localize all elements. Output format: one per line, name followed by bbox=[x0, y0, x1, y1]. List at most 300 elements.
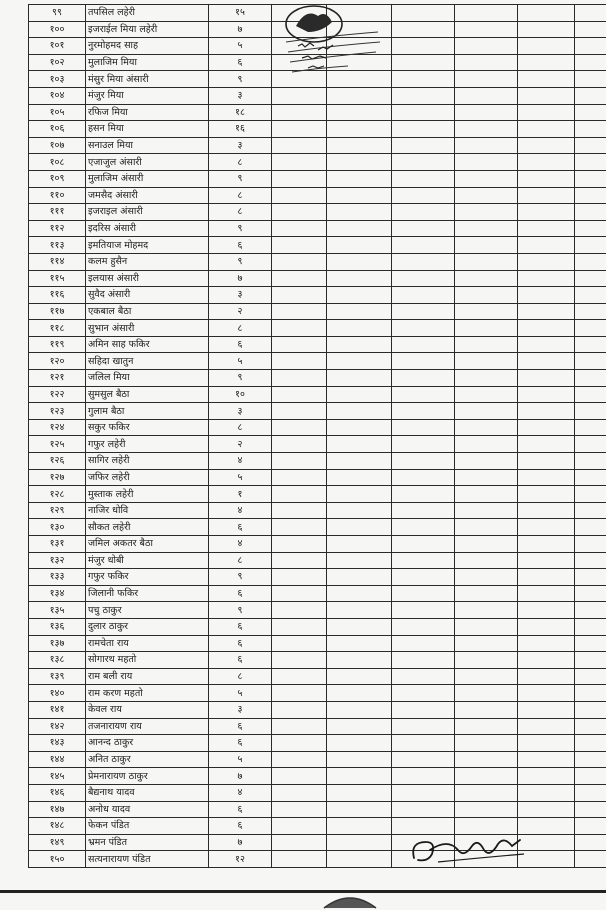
empty-cell bbox=[455, 718, 518, 735]
empty-cell bbox=[392, 237, 455, 254]
empty-cell bbox=[327, 652, 392, 669]
count-cell: १५ bbox=[209, 5, 272, 22]
empty-cell bbox=[272, 569, 327, 586]
count-cell: ५ bbox=[209, 751, 272, 768]
empty-cell bbox=[392, 403, 455, 420]
table-row bbox=[29, 237, 606, 254]
empty-cell bbox=[518, 320, 575, 337]
serial-number-cell: १५० bbox=[29, 851, 86, 868]
count-cell: ४ bbox=[209, 453, 272, 470]
empty-cell bbox=[455, 137, 518, 154]
empty-cell bbox=[575, 287, 606, 304]
count-cell: ९ bbox=[209, 170, 272, 187]
empty-cell bbox=[575, 121, 606, 138]
name-cell: नुरमोहमद साह bbox=[86, 38, 209, 55]
empty-cell bbox=[272, 453, 327, 470]
serial-number-cell: ११५ bbox=[29, 270, 86, 287]
empty-cell bbox=[392, 320, 455, 337]
empty-cell bbox=[327, 585, 392, 602]
empty-cell bbox=[518, 87, 575, 104]
empty-cell bbox=[455, 54, 518, 71]
empty-cell bbox=[392, 519, 455, 536]
empty-cell bbox=[518, 154, 575, 171]
empty-cell bbox=[272, 502, 327, 519]
empty-cell bbox=[455, 784, 518, 801]
empty-cell bbox=[392, 618, 455, 635]
empty-cell bbox=[575, 652, 606, 669]
serial-number-cell: १३५ bbox=[29, 602, 86, 619]
serial-number-cell: ११० bbox=[29, 187, 86, 204]
name-cell: नाजिर धोवि bbox=[86, 502, 209, 519]
empty-cell bbox=[575, 21, 606, 38]
empty-cell bbox=[455, 336, 518, 353]
empty-cell bbox=[575, 751, 606, 768]
empty-cell bbox=[455, 287, 518, 304]
table-row bbox=[29, 735, 606, 752]
empty-cell bbox=[272, 353, 327, 370]
serial-number-cell: ११३ bbox=[29, 237, 86, 254]
count-cell: ८ bbox=[209, 320, 272, 337]
empty-cell bbox=[392, 71, 455, 88]
count-cell: १० bbox=[209, 386, 272, 403]
name-cell: एजाजुल अंसारी bbox=[86, 154, 209, 171]
empty-cell bbox=[455, 270, 518, 287]
empty-cell bbox=[272, 751, 327, 768]
name-cell: एकबाल बैठा bbox=[86, 303, 209, 320]
empty-cell bbox=[575, 536, 606, 553]
table-row bbox=[29, 386, 606, 403]
empty-cell bbox=[518, 718, 575, 735]
serial-number-cell: १०५ bbox=[29, 104, 86, 121]
empty-cell bbox=[455, 353, 518, 370]
empty-cell bbox=[327, 204, 392, 221]
empty-cell bbox=[518, 735, 575, 752]
empty-cell bbox=[272, 220, 327, 237]
empty-cell bbox=[518, 751, 575, 768]
serial-number-cell: १०८ bbox=[29, 154, 86, 171]
empty-cell bbox=[455, 386, 518, 403]
serial-number-cell: १०० bbox=[29, 21, 86, 38]
empty-cell bbox=[455, 370, 518, 387]
empty-cell bbox=[272, 602, 327, 619]
name-cell: सनाउल मिया bbox=[86, 137, 209, 154]
empty-cell bbox=[327, 121, 392, 138]
empty-cell bbox=[575, 187, 606, 204]
empty-cell bbox=[518, 668, 575, 685]
empty-cell bbox=[327, 453, 392, 470]
empty-cell bbox=[455, 104, 518, 121]
table-row bbox=[29, 768, 606, 785]
count-cell: ४ bbox=[209, 784, 272, 801]
count-cell: ९ bbox=[209, 71, 272, 88]
empty-cell bbox=[327, 552, 392, 569]
table-row bbox=[29, 419, 606, 436]
empty-cell bbox=[575, 469, 606, 486]
empty-cell bbox=[455, 71, 518, 88]
serial-number-cell: १०२ bbox=[29, 54, 86, 71]
empty-cell bbox=[518, 270, 575, 287]
empty-cell bbox=[575, 851, 606, 868]
table-row bbox=[29, 353, 606, 370]
count-cell: ७ bbox=[209, 21, 272, 38]
empty-cell bbox=[518, 220, 575, 237]
empty-cell bbox=[272, 552, 327, 569]
empty-cell bbox=[518, 121, 575, 138]
empty-cell bbox=[272, 104, 327, 121]
empty-cell bbox=[272, 519, 327, 536]
serial-number-cell: १२३ bbox=[29, 403, 86, 420]
empty-cell bbox=[392, 652, 455, 669]
empty-cell bbox=[455, 453, 518, 470]
serial-number-cell: १३९ bbox=[29, 668, 86, 685]
empty-cell bbox=[392, 121, 455, 138]
count-cell: ६ bbox=[209, 618, 272, 635]
count-cell: १ bbox=[209, 486, 272, 503]
table-row bbox=[29, 370, 606, 387]
name-cell: कलम हुसैन bbox=[86, 253, 209, 270]
empty-cell bbox=[392, 336, 455, 353]
empty-cell bbox=[455, 685, 518, 702]
table-row bbox=[29, 436, 606, 453]
serial-number-cell: १२८ bbox=[29, 486, 86, 503]
empty-cell bbox=[392, 187, 455, 204]
empty-cell bbox=[392, 270, 455, 287]
empty-cell bbox=[392, 204, 455, 221]
empty-cell bbox=[272, 469, 327, 486]
count-cell: ७ bbox=[209, 270, 272, 287]
empty-cell bbox=[272, 336, 327, 353]
table-row bbox=[29, 154, 606, 171]
serial-number-cell: १३८ bbox=[29, 652, 86, 669]
empty-cell bbox=[272, 585, 327, 602]
table-row bbox=[29, 486, 606, 503]
count-cell: ६ bbox=[209, 652, 272, 669]
name-cell: सुमसुल बैठा bbox=[86, 386, 209, 403]
empty-cell bbox=[327, 287, 392, 304]
serial-number-cell: १२९ bbox=[29, 502, 86, 519]
count-cell: ६ bbox=[209, 54, 272, 71]
count-cell: ८ bbox=[209, 204, 272, 221]
empty-cell bbox=[518, 685, 575, 702]
empty-cell bbox=[575, 419, 606, 436]
empty-cell bbox=[575, 668, 606, 685]
empty-cell bbox=[455, 87, 518, 104]
empty-cell bbox=[392, 137, 455, 154]
count-cell: २ bbox=[209, 303, 272, 320]
count-cell: ८ bbox=[209, 668, 272, 685]
empty-cell bbox=[327, 751, 392, 768]
empty-cell bbox=[455, 38, 518, 55]
empty-cell bbox=[575, 204, 606, 221]
empty-cell bbox=[272, 287, 327, 304]
empty-cell bbox=[518, 303, 575, 320]
empty-cell bbox=[392, 38, 455, 55]
empty-cell bbox=[392, 668, 455, 685]
empty-cell bbox=[327, 237, 392, 254]
empty-cell bbox=[455, 419, 518, 436]
empty-cell bbox=[327, 851, 392, 868]
empty-cell bbox=[327, 353, 392, 370]
serial-number-cell: १४२ bbox=[29, 718, 86, 735]
table-row bbox=[29, 253, 606, 270]
empty-cell bbox=[518, 353, 575, 370]
empty-cell bbox=[518, 5, 575, 22]
name-cell: दुलार ठाकुर bbox=[86, 618, 209, 635]
empty-cell bbox=[272, 851, 327, 868]
empty-cell bbox=[518, 170, 575, 187]
table-row bbox=[29, 187, 606, 204]
empty-cell bbox=[392, 253, 455, 270]
serial-number-cell: १३६ bbox=[29, 618, 86, 635]
serial-number-cell: १०४ bbox=[29, 87, 86, 104]
table-row bbox=[29, 519, 606, 536]
serial-number-cell: १२० bbox=[29, 353, 86, 370]
count-cell: ३ bbox=[209, 403, 272, 420]
serial-number-cell: ११९ bbox=[29, 336, 86, 353]
empty-cell bbox=[518, 403, 575, 420]
table-row bbox=[29, 552, 606, 569]
empty-cell bbox=[327, 701, 392, 718]
empty-cell bbox=[327, 735, 392, 752]
empty-cell bbox=[575, 137, 606, 154]
empty-cell bbox=[575, 303, 606, 320]
serial-number-cell: ११४ bbox=[29, 253, 86, 270]
empty-cell bbox=[575, 270, 606, 287]
empty-cell bbox=[272, 204, 327, 221]
empty-cell bbox=[455, 768, 518, 785]
empty-cell bbox=[575, 784, 606, 801]
serial-number-cell: १४५ bbox=[29, 768, 86, 785]
empty-cell bbox=[518, 38, 575, 55]
empty-cell bbox=[455, 469, 518, 486]
count-cell: १६ bbox=[209, 121, 272, 138]
empty-cell bbox=[518, 602, 575, 619]
empty-cell bbox=[518, 21, 575, 38]
empty-cell bbox=[518, 801, 575, 818]
name-cell: सौकत लहेरी bbox=[86, 519, 209, 536]
empty-cell bbox=[327, 386, 392, 403]
count-cell: ७ bbox=[209, 768, 272, 785]
empty-cell bbox=[455, 635, 518, 652]
table-row bbox=[29, 685, 606, 702]
serial-number-cell: १४० bbox=[29, 685, 86, 702]
table-row bbox=[29, 668, 606, 685]
empty-cell bbox=[518, 419, 575, 436]
empty-cell bbox=[272, 187, 327, 204]
count-cell: ५ bbox=[209, 469, 272, 486]
table-row bbox=[29, 801, 606, 818]
empty-cell bbox=[575, 768, 606, 785]
empty-cell bbox=[392, 353, 455, 370]
table-row bbox=[29, 569, 606, 586]
name-cell: मंसुर मिया अंसारी bbox=[86, 71, 209, 88]
empty-cell bbox=[518, 618, 575, 635]
serial-number-cell: १३१ bbox=[29, 536, 86, 553]
empty-cell bbox=[392, 54, 455, 71]
empty-cell bbox=[392, 5, 455, 22]
empty-cell bbox=[272, 253, 327, 270]
name-cell: रामचेता राय bbox=[86, 635, 209, 652]
serial-number-cell: १४६ bbox=[29, 784, 86, 801]
empty-cell bbox=[392, 536, 455, 553]
empty-cell bbox=[272, 635, 327, 652]
name-cell: जिलानी फकिर bbox=[86, 585, 209, 602]
empty-cell bbox=[392, 287, 455, 304]
count-cell: ८ bbox=[209, 419, 272, 436]
empty-cell bbox=[327, 436, 392, 453]
empty-cell bbox=[392, 569, 455, 586]
empty-cell bbox=[327, 801, 392, 818]
empty-cell bbox=[327, 270, 392, 287]
empty-cell bbox=[455, 751, 518, 768]
empty-cell bbox=[575, 386, 606, 403]
name-cell: जमिल अकतर बैठा bbox=[86, 536, 209, 553]
serial-number-cell: १०१ bbox=[29, 38, 86, 55]
empty-cell bbox=[575, 237, 606, 254]
name-cell: राम बली राय bbox=[86, 668, 209, 685]
empty-cell bbox=[327, 336, 392, 353]
empty-cell bbox=[575, 403, 606, 420]
serial-number-cell: ११८ bbox=[29, 320, 86, 337]
empty-cell bbox=[575, 370, 606, 387]
empty-cell bbox=[272, 237, 327, 254]
empty-cell bbox=[575, 38, 606, 55]
empty-cell bbox=[392, 104, 455, 121]
name-cell: आनन्द ठाकुर bbox=[86, 735, 209, 752]
empty-cell bbox=[392, 701, 455, 718]
empty-cell bbox=[575, 685, 606, 702]
empty-cell bbox=[518, 784, 575, 801]
empty-cell bbox=[575, 801, 606, 818]
name-cell: जफिर लहेरी bbox=[86, 469, 209, 486]
serial-number-cell: १४९ bbox=[29, 834, 86, 851]
empty-cell bbox=[392, 21, 455, 38]
empty-cell bbox=[575, 170, 606, 187]
empty-cell bbox=[272, 270, 327, 287]
empty-cell bbox=[455, 552, 518, 569]
empty-cell bbox=[575, 834, 606, 851]
empty-cell bbox=[455, 735, 518, 752]
name-cell: मुलाजिम अंसारी bbox=[86, 170, 209, 187]
table-row bbox=[29, 701, 606, 718]
table-row bbox=[29, 204, 606, 221]
table-row bbox=[29, 652, 606, 669]
name-cell: पचु ठाकुर bbox=[86, 602, 209, 619]
empty-cell bbox=[392, 486, 455, 503]
empty-cell bbox=[575, 453, 606, 470]
table-row bbox=[29, 220, 606, 237]
empty-cell bbox=[272, 536, 327, 553]
empty-cell bbox=[392, 386, 455, 403]
empty-cell bbox=[392, 768, 455, 785]
empty-cell bbox=[327, 818, 392, 835]
serial-number-cell: १४३ bbox=[29, 735, 86, 752]
empty-cell bbox=[272, 618, 327, 635]
empty-cell bbox=[518, 552, 575, 569]
empty-cell bbox=[455, 403, 518, 420]
serial-number-cell: १३७ bbox=[29, 635, 86, 652]
name-cell: मंजुर मिया bbox=[86, 87, 209, 104]
name-cell: सुवैद अंसारी bbox=[86, 287, 209, 304]
empty-cell bbox=[455, 187, 518, 204]
empty-cell bbox=[518, 204, 575, 221]
count-cell: ३ bbox=[209, 701, 272, 718]
name-cell: मुस्ताक लहेरी bbox=[86, 486, 209, 503]
count-cell: ६ bbox=[209, 718, 272, 735]
empty-cell bbox=[327, 834, 392, 851]
table-row bbox=[29, 287, 606, 304]
empty-cell bbox=[455, 121, 518, 138]
empty-cell bbox=[518, 536, 575, 553]
empty-cell bbox=[327, 486, 392, 503]
serial-number-cell: १२५ bbox=[29, 436, 86, 453]
serial-number-cell: १२७ bbox=[29, 469, 86, 486]
empty-cell bbox=[272, 834, 327, 851]
name-cell: राम करण महतो bbox=[86, 685, 209, 702]
empty-cell bbox=[272, 303, 327, 320]
table-row bbox=[29, 469, 606, 486]
empty-cell bbox=[455, 170, 518, 187]
table-row bbox=[29, 718, 606, 735]
empty-cell bbox=[272, 668, 327, 685]
empty-cell bbox=[518, 486, 575, 503]
table-row bbox=[29, 502, 606, 519]
name-cell: मुलाजिम मिया bbox=[86, 54, 209, 71]
empty-cell bbox=[575, 54, 606, 71]
empty-cell bbox=[327, 419, 392, 436]
name-cell: जलिल मिया bbox=[86, 370, 209, 387]
name-cell: गुलाम बैठा bbox=[86, 403, 209, 420]
count-cell: १२ bbox=[209, 851, 272, 868]
empty-cell bbox=[455, 220, 518, 237]
count-cell: ४ bbox=[209, 536, 272, 553]
empty-cell bbox=[392, 469, 455, 486]
empty-cell bbox=[518, 436, 575, 453]
empty-cell bbox=[272, 486, 327, 503]
empty-cell bbox=[455, 486, 518, 503]
empty-cell bbox=[327, 170, 392, 187]
name-cell: सहिदा खातुन bbox=[86, 353, 209, 370]
count-cell: ४ bbox=[209, 502, 272, 519]
empty-cell bbox=[518, 370, 575, 387]
table-row bbox=[29, 137, 606, 154]
name-cell: सुभान अंसारी bbox=[86, 320, 209, 337]
table-row bbox=[29, 320, 606, 337]
empty-cell bbox=[575, 519, 606, 536]
table-row bbox=[29, 585, 606, 602]
empty-cell bbox=[518, 287, 575, 304]
empty-cell bbox=[518, 519, 575, 536]
empty-cell bbox=[575, 486, 606, 503]
bottom-border-line bbox=[0, 890, 606, 893]
count-cell: ९ bbox=[209, 220, 272, 237]
serial-number-cell: १३२ bbox=[29, 552, 86, 569]
empty-cell bbox=[392, 370, 455, 387]
serial-number-cell: ११६ bbox=[29, 287, 86, 304]
empty-cell bbox=[327, 519, 392, 536]
empty-cell bbox=[272, 419, 327, 436]
empty-cell bbox=[327, 536, 392, 553]
empty-cell bbox=[575, 602, 606, 619]
empty-cell bbox=[327, 685, 392, 702]
empty-cell bbox=[575, 635, 606, 652]
empty-cell bbox=[327, 154, 392, 171]
empty-cell bbox=[327, 104, 392, 121]
empty-cell bbox=[272, 718, 327, 735]
name-cell: फेकन पंडित bbox=[86, 818, 209, 835]
empty-cell bbox=[392, 784, 455, 801]
name-cell: अमिन साह फकिर bbox=[86, 336, 209, 353]
